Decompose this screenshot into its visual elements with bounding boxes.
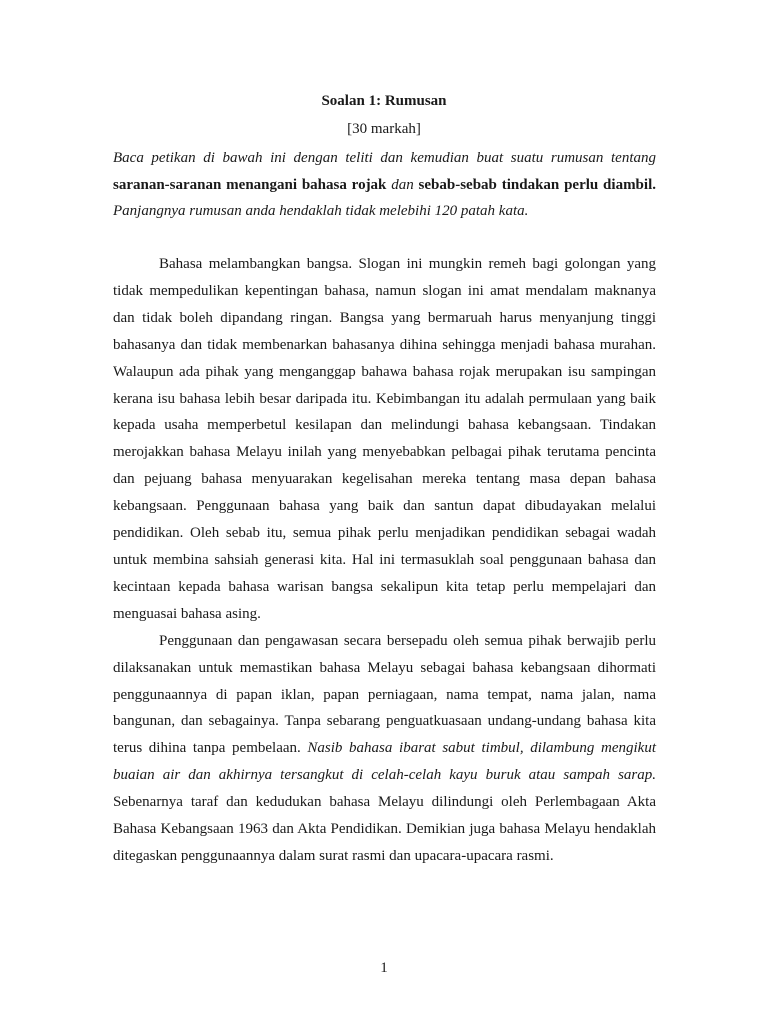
paragraph-2-italic: Nasib bahasa ibarat sabut timbul, dilambung mengikut buaian air dan akhirnya tersangkut di celah-celah kayu buruk atau sampah sarap. bbox=[113, 740, 656, 784]
page-number: 1 bbox=[380, 960, 388, 976]
passage-paragraph-1: Bahasa melambangkan bangsa. Slogan ini mungkin remeh bagi golongan yang tidak mempedulikan kepentingan bahasa, namun slogan ini amat mendalam maknanya dan tidak boleh dipandang ringan. Bangsa yang bermaruah harus menyanjung tinggi bahasanya dan tidak membenarkan bahasanya dihina sehingga menjadi bahasa murahan. Walaupun ada pihak yang menganggap bahawa bahasa rojak merupakan isu sampingan kerana isu bahasa lebih besar daripada itu. Kebimbangan itu adalah permulaan yang baik kepada usaha memperbetul kesilapan dan melindungi bahasa kebangsaan. Tindakan merojakkan bahasa Melayu inilah yang menyebabkan pelbagai pihak terutama pencinta dan pejuang bahasa menyuarakan kegelisahan mereka tentang masa depan bahasa kebangsaan. Penggunaan bahasa yang baik dan santun dapat dibudayakan melalui pendidikan. Oleh sebab itu, semua pihak perlu menjadikan pendidikan sebagai wadah untuk membina sahsiah generasi kita. Hal ini termasuklah soal penggunaan bahasa dan kecintaan kepada bahasa warisan bangsa sekalipun kita tetap perlu mempelajari dan menguasai bahasa asing. bbox=[113, 256, 656, 622]
instruction-text bbox=[113, 145, 656, 225]
paragraph-2-part-2: Sebenarnya taraf dan kedudukan bahasa Melayu dilindungi oleh Perlembagaan Akta Bahasa Kebangsaan 1963 dan Akta Pendidikan. Demikian juga bahasa Melayu hendaklah ditegaskan penggunaannya dalam surat rasmi dan upacara-upacara rasmi. bbox=[113, 794, 656, 864]
instruction-bold-1: saranan-saranan menangani bahasa rojak bbox=[113, 176, 387, 193]
page-title: Soalan 1: Rumusan bbox=[321, 93, 447, 109]
passage bbox=[113, 251, 656, 870]
instruction-part-3: Panjangnya rumusan anda hendaklah tidak melebihi 120 patah kata. bbox=[113, 203, 529, 219]
passage-paragraph-2 bbox=[113, 628, 656, 870]
marks-label: [30 markah] bbox=[347, 121, 421, 137]
paragraph-2-part-1: Penggunaan dan pengawasan secara bersepadu oleh semua pihak berwajib perlu dilaksanakan untuk memastikan bahasa Melayu sebagai bahasa kebangsaan dihormati penggunaannya di papan iklan, papan perniagaan, nama tempat, nama jalan, nama bangunan, dan sebagainya. Tanpa sebarang penguatkuasaan undang-undang bahasa kita terus dihina tanpa pembelaan. bbox=[113, 632, 656, 757]
instruction-bold-2: sebab-sebab tindakan perlu diambil. bbox=[418, 176, 656, 193]
instruction-part-2: dan bbox=[386, 176, 419, 193]
instruction-part-1: Baca petikan di bawah ini dengan teliti dan kemudian buat suatu rumusan tentang bbox=[113, 150, 656, 166]
